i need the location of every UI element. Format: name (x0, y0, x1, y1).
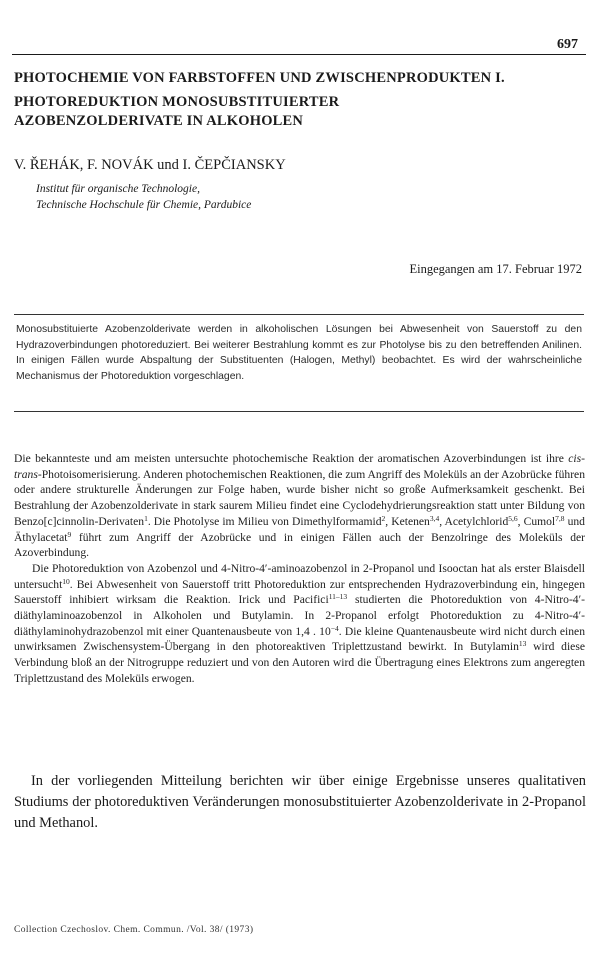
title-line-3: AZOBENZOLDERIVATE IN ALKOHOLEN (14, 113, 304, 129)
authors: V. ŘEHÁK, F. NOVÁK und I. ČEPČIANSKY (14, 157, 286, 173)
closing-paragraph: In der vorliegenden Mitteilung berichten wir über einige Ergebnisse unseres qualitativen Studiums der photoreduktiven Veränderungen monosubstituierter Azobenzolderivate in 2-Propanol und Methanol. (14, 773, 586, 831)
reference-superscript: 11–13 (328, 592, 348, 602)
affiliation-line-1: Institut für organische Technologie, (36, 183, 200, 195)
title-line-1: PHOTOCHEMIE VON FARBSTOFFEN UND ZWISCHENPRODUKTEN I. (14, 70, 505, 86)
reference-superscript: 9 (67, 529, 72, 539)
abstract: Monosubstituierte Azobenzolderivate werden in alkoholischen Lösungen bei Abwesenheit von Sauerstoff zu den Hydrazoverbindungen photoreduziert. Bei weiterer Bestrahlung kommt es zur Photolyse bis zu den betreffenden Anilinen. In einigen Fällen wurde Abspaltung der Substituenten (Halogen, Methyl) beobachtet. Es wird der wahrscheinliche Mechanismus der Photoreduktion vorgeschlagen. (16, 324, 582, 382)
affiliation-line-2: Technische Hochschule für Chemie, Pardubice (36, 199, 252, 211)
paragraph-2: Die Photoreduktion von Azobenzol und 4-Nitro-4′-aminoazobenzol in 2-Propanol und Isooctan hat als erster Blaisdell untersucht$^{10}$. Bei Abwesenheit von Sauerstoff tritt Photoreduktion zur entsprechenden Hydrazoverbindung ein, hingegen Sauerstoff inhibiert wirksam die Reaktion. Irick und Pacifici$^{11-13}$ studierten die Photoreduktion von 4-Nitro-4′-diäthylaminoazobenzol in Alkoholen und Butylamin. In 2-Propanol erfolgt Photoreduktion zu 4-Nitro-4′-diäthylaminohydrazobenzol mit einer Quantenausbeute von 1,4 . $10^{-4}$. Die kleine Quantenausbeute wird nicht durch einen unwirksamen Zwischensystem-Übergang in den photoreaktiven Triplettzustand bewirkt. In Butylamin$^{13}$ wird diese Verbindung bloß an der Nitrogruppe reduziert und von den Autoren wird die Übertragung eines Elektrons zum angeregten Triplettzustand des Moleküls erwogen. (14, 561, 585, 685)
title-line-2: PHOTOREDUKTION MONOSUBSTITUIERTER (14, 94, 340, 110)
reference-superscript: 1 (144, 513, 148, 523)
exponent-superscript: −4 (330, 623, 339, 633)
header-rule (12, 54, 586, 55)
paragraph-1: Die bekannteste und am meisten untersuchte photochemische Reaktion der aromatischen Azoverbindungen ist ihre cis-trans-Photoisomerisierung. Anderen photochemischen Reaktionen, die zum Angriff des Moleküls an der Azobrücke führen oder andere strukturelle Änderungen zur Folge haben, wurde bisher nicht so große Aufmerksamkeit geschenkt. Bei Bestrahlung der Azobenzolderivate in stark saurem Milieu findet eine Cyclodehydrierungsreaktion statt unter Bildung von Benzo[c]cinnolin-Derivaten$^1$. Die Photolyse im Milieu von Dimethylformamid$^2$, Ketenen$^{3,4}$, Acetylchlorid$^{5,6}$, Cumol$^{7,8}$ und Äthylacetat$^9$ führt zum Angriff der Azobrücke und in einigen Fällen auch der Benzolringe des Moleküls der Azoverbindung. (14, 452, 585, 560)
reference-superscript: 2 (381, 513, 386, 523)
article-title (14, 69, 584, 131)
reference-superscript: 13 (518, 639, 527, 649)
reference-superscript: 5,6 (508, 513, 518, 523)
page-number: 697 (557, 37, 578, 52)
affiliation (36, 181, 251, 213)
reference-superscript: 7,8 (555, 513, 565, 523)
received-date: Eingegangen am 17. Februar 1972 (409, 262, 582, 276)
reference-superscript: 10 (62, 576, 70, 586)
body-text (14, 451, 585, 687)
journal-footer: Collection Czechoslov. Chem. Commun. /Vol. 38/ (1973) (14, 925, 254, 935)
reference-superscript: 3,4 (429, 513, 440, 523)
emphasis-cis-trans: cis-trans (14, 452, 585, 481)
